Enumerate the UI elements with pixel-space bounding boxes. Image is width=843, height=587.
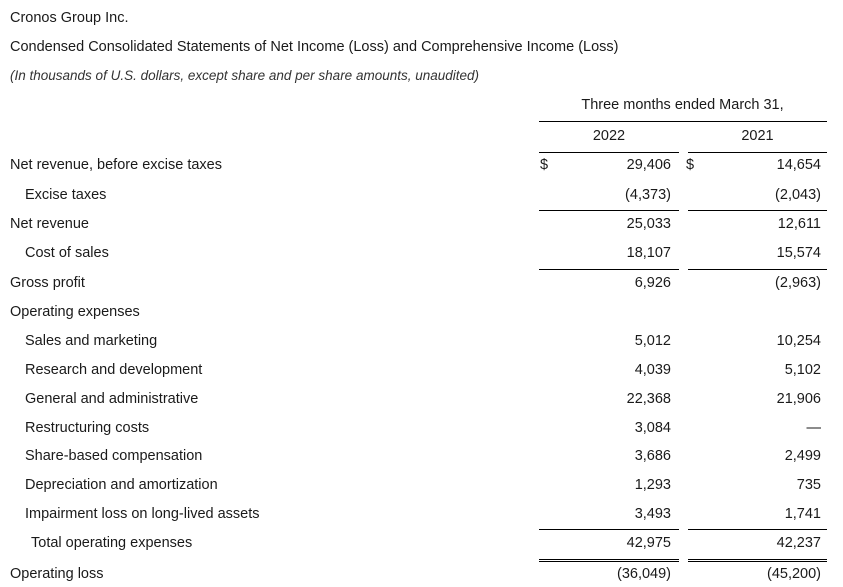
value-2022: 42,975	[626, 535, 671, 551]
value-2022: 6,926	[634, 275, 671, 291]
table-row	[0, 275, 843, 295]
value-2021: 735	[796, 477, 821, 493]
value-2022: 4,039	[634, 362, 671, 378]
table-row	[0, 216, 843, 236]
row-label: Cost of sales	[25, 245, 109, 261]
period-header: Three months ended March 31,	[581, 97, 784, 113]
column-rule-2021	[688, 152, 827, 153]
value-2021: —	[806, 420, 821, 436]
column-rule-2022	[539, 152, 679, 153]
table-row	[0, 566, 843, 586]
row-label: Impairment loss on long-lived assets	[25, 506, 260, 522]
currency-symbol: $	[540, 157, 549, 173]
table-row	[0, 187, 843, 207]
value-2021: (2,963)	[775, 275, 821, 291]
value-2022: 3,084	[634, 420, 671, 436]
value-2021: (2,043)	[775, 187, 821, 203]
table-row	[0, 506, 843, 526]
row-label: Net revenue	[10, 216, 89, 232]
table-row	[0, 420, 843, 440]
section-header-row	[0, 304, 843, 324]
value-2022: 3,686	[634, 448, 671, 464]
subtotal-rule	[539, 529, 679, 530]
value-2022: 18,107	[626, 245, 671, 261]
subtotal-rule	[688, 210, 827, 211]
value-2021: 2,499	[784, 448, 821, 464]
subtotal-rule	[539, 210, 679, 211]
subtotal-rule	[688, 269, 827, 270]
value-2021: 42,237	[776, 535, 821, 551]
row-label: Restructuring costs	[25, 420, 150, 436]
row-label: Research and development	[25, 362, 203, 378]
table-row	[0, 477, 843, 497]
value-2022: (36,049)	[616, 566, 671, 582]
table-row	[0, 362, 843, 382]
statement-title: Condensed Consolidated Statements of Net Income (Loss) and Comprehensive Income (Loss)	[10, 39, 619, 55]
table-row	[0, 245, 843, 265]
subtotal-rule	[539, 269, 679, 270]
value-2022: (4,373)	[625, 187, 671, 203]
subtotal-rule	[688, 529, 827, 530]
row-label: Depreciation and amortization	[25, 477, 218, 493]
value-2021: 21,906	[776, 391, 821, 407]
value-2022: 3,493	[634, 506, 671, 522]
value-2021: (45,200)	[766, 566, 821, 582]
table-row	[0, 448, 843, 468]
row-label: Net revenue, before excise taxes	[10, 157, 222, 173]
value-2021: 15,574	[776, 245, 821, 261]
value-2022: 25,033	[626, 216, 671, 232]
row-label: Excise taxes	[25, 187, 107, 203]
table-row	[0, 333, 843, 353]
table-row	[0, 391, 843, 411]
row-label: Total operating expenses	[31, 535, 193, 551]
value-2021: 5,102	[784, 362, 821, 378]
value-2022: 5,012	[634, 333, 671, 349]
table-row	[0, 157, 843, 177]
value-2021: 10,254	[776, 333, 821, 349]
value-2022: 29,406	[626, 157, 671, 173]
total-rule	[688, 559, 827, 562]
value-2021: 14,654	[776, 157, 821, 173]
units-note: (In thousands of U.S. dollars, except share and per share amounts, unaudited)	[10, 68, 480, 83]
value-2021: 1,741	[784, 506, 821, 522]
table-row	[0, 535, 843, 555]
row-label: Operating loss	[10, 566, 104, 582]
row-label: Sales and marketing	[25, 333, 158, 349]
row-label: Gross profit	[10, 275, 85, 291]
company-name: Cronos Group Inc.	[10, 10, 129, 26]
column-header-2022: 2022	[592, 128, 626, 144]
row-label: Operating expenses	[10, 304, 140, 320]
period-rule	[539, 121, 827, 122]
row-label: Share-based compensation	[25, 448, 203, 464]
value-2022: 22,368	[626, 391, 671, 407]
value-2022: 1,293	[634, 477, 671, 493]
currency-symbol: $	[686, 157, 695, 173]
value-2021: 12,611	[777, 216, 821, 232]
row-label: General and administrative	[25, 391, 199, 407]
column-header-2021: 2021	[741, 128, 774, 144]
total-rule	[539, 559, 679, 562]
